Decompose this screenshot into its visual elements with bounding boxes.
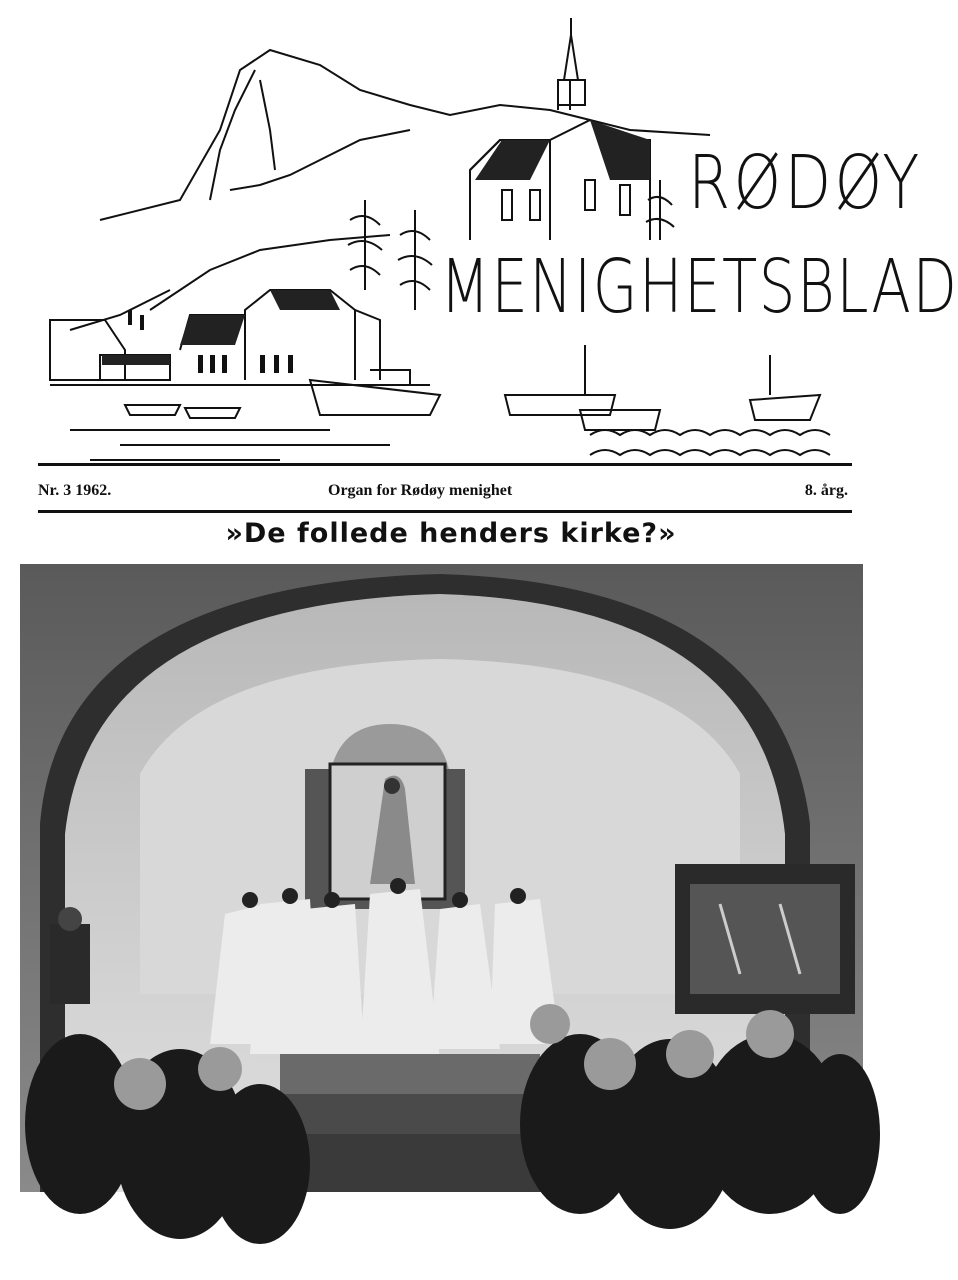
- issue-info-bar: [38, 478, 852, 504]
- masthead-title-rodoy: RØDØY: [688, 140, 923, 226]
- church-photo-drawing: [20, 564, 863, 1192]
- masthead-title-menighetsblad: MENIGHETSBLAD: [440, 244, 958, 330]
- divider-top: [38, 463, 852, 466]
- divider-bottom: [38, 510, 852, 513]
- coastal-village-drawing: [30, 10, 870, 470]
- issue-number: Nr. 3 1962.: [38, 482, 112, 499]
- headline: »De follede henders kirke?»: [225, 518, 677, 549]
- organ-statement: Organ for Rødøy menighet: [328, 482, 513, 499]
- masthead-illustration: [30, 10, 870, 470]
- volume-number: 8. årg.: [804, 482, 848, 499]
- church-interior-photo: [20, 564, 863, 1192]
